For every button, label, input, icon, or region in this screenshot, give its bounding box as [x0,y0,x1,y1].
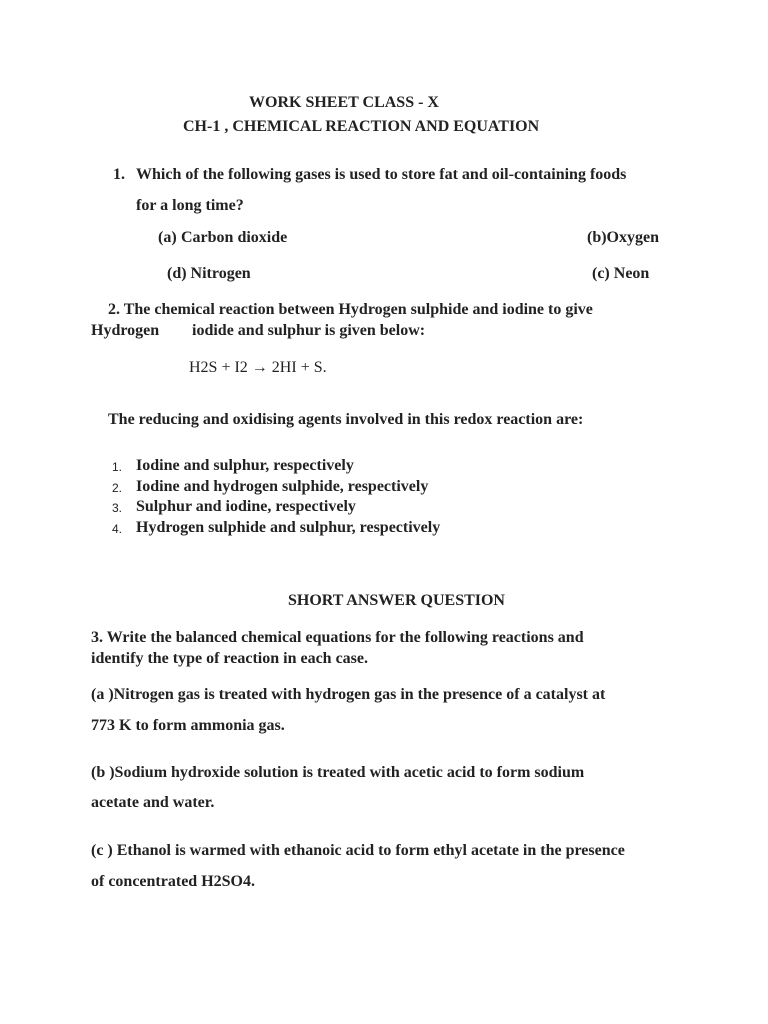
q2-option-text: Iodine and hydrogen sulphide, respectively [136,478,429,495]
q1-option-a-label: (a) [158,229,177,246]
q3-part-b-line2: acetate and water. [91,794,215,811]
q2-option-number: 4. [112,522,123,536]
q1-option-c: (c) Neon [592,265,650,282]
q2-option-text: Hydrogen sulphide and sulphur, respectively [136,519,441,536]
section-heading: SHORT ANSWER QUESTION [288,592,505,609]
q2-option-text: Iodine and sulphur, respectively [136,457,354,474]
worksheet-title: WORK SHEET CLASS - X [249,94,439,111]
q2-equation: H2S + I2 → 2HI + S. [189,359,327,376]
q2-text-line1: 2. The chemical reaction between Hydrogen sulphide and iodine to give [108,301,593,318]
q3-part-b-line1: (b )Sodium hydroxide solution is treated with acetic acid to form sodium [91,764,585,781]
q2-option-number: 2. [112,481,123,495]
q3-part-c-line2: of concentrated H2SO4. [91,873,255,890]
q1-number: 1. [113,166,125,183]
q1-option-b: (b)Oxygen [587,229,659,246]
chapter-title: CH-1 , CHEMICAL REACTION AND EQUATION [183,118,540,135]
q1-option-d: (d) Nitrogen [167,265,251,282]
q2-option-number: 3. [112,501,123,515]
q3-part-a-line2: 773 K to form ammonia gas. [91,717,285,734]
q1-text-line1: Which of the following gases is used to store fat and oil-containing foods [136,166,627,183]
q1-text-line2: for a long time? [136,197,244,214]
q3-text-line2: identify the type of reaction in each case. [91,650,368,667]
q3-part-a-line1: (a )Nitrogen gas is treated with hydrogen gas in the presence of a catalyst at [91,686,606,703]
q2-option-number: 1. [112,460,123,474]
q3-part-c-line1: (c ) Ethanol is warmed with ethanoic acid to form ethyl acetate in the presence [91,842,625,859]
q2-option-text: Sulphur and iodine, respectively [136,498,356,515]
q1-option-a: Carbon dioxide [181,229,288,246]
q3-text-line1: 3. Write the balanced chemical equations for the following reactions and [91,629,584,646]
q2-text-line2a: Hydrogen [91,322,160,339]
q2-text-line2b: iodide and sulphur is given below: [192,322,426,339]
q2-prompt: The reducing and oxidising agents involved in this redox reaction are: [108,411,584,428]
